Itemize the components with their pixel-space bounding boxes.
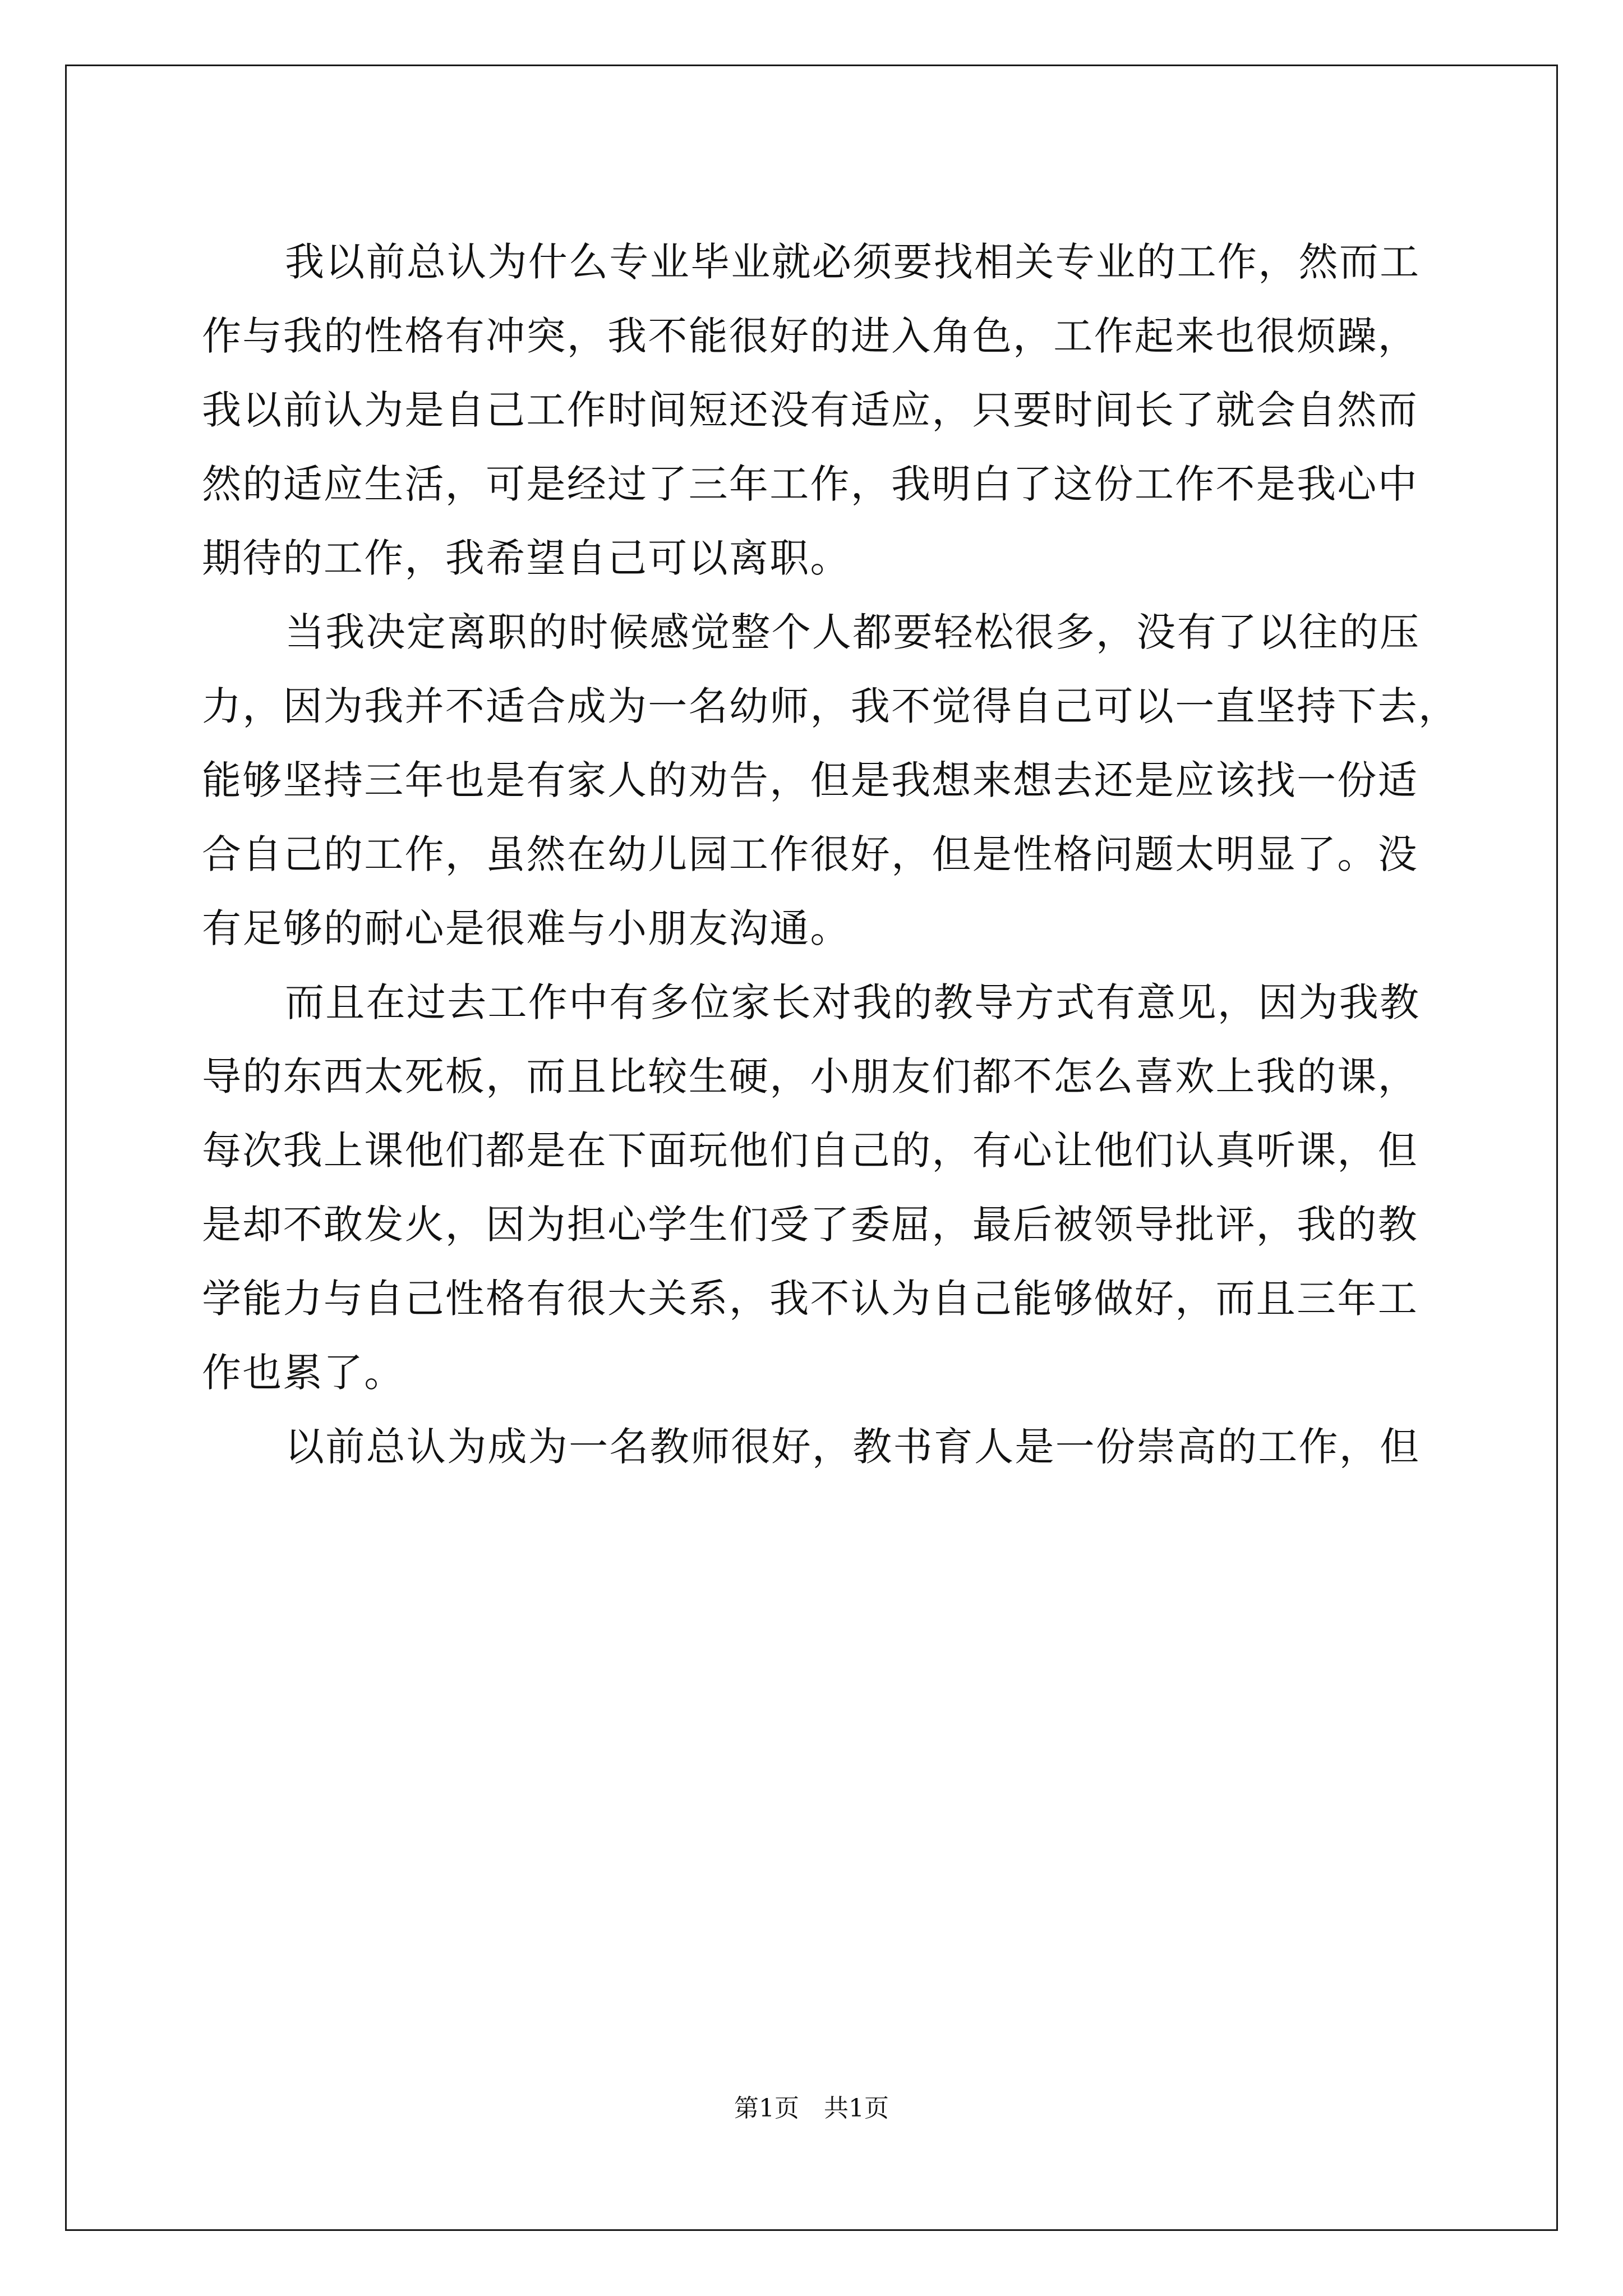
text-line: 能够坚持三年也是有家人的劝告，但是我想来想去还是应该找一份适 [202,757,1418,803]
text-line: 作与我的性格有冲突，我不能很好的进入角色，工作起来也很烦躁， [202,313,1418,359]
text-line: 学能力与自己性格有很大关系，我不认为自己能够做好，而且三年工 [202,1276,1418,1322]
text-line: 我以前总认为什么专业毕业就必须要找相关专业的工作，然而工 [285,239,1421,285]
page-number-footer: 第1页 共1页 [734,2094,889,2123]
text-line: 力，因为我并不适合成为一名幼师，我不觉得自己可以一直坚持下去， [202,683,1459,729]
text-line: 而且在过去工作中有多位家长对我的教导方式有意见，因为我教 [285,979,1421,1025]
text-line: 期待的工作，我希望自己可以离职。 [202,535,851,581]
text-line: 导的东西太死板，而且比较生硬，小朋友们都不怎么喜欢上我的课， [202,1053,1418,1099]
text-line: 合自己的工作，虽然在幼儿园工作很好，但是性格问题太明显了。没 [202,831,1418,877]
text-line: 有足够的耐心是很难与小朋友沟通。 [202,905,851,951]
text-line: 是却不敢发火，因为担心学生们受了委屈，最后被领导批评，我的教 [202,1202,1418,1248]
text-line: 每次我上课他们都是在下面玩他们自己的，有心让他们认真听课，但 [202,1128,1418,1174]
text-line: 我以前认为是自己工作时间短还没有适应，只要时间长了就会自然而 [202,387,1418,433]
text-line: 以前总认为成为一名教师很好，教书育人是一份崇高的工作，但 [285,1424,1421,1470]
text-line: 作也累了。 [202,1350,405,1396]
text-line: 当我决定离职的时候感觉整个人都要轻松很多，没有了以往的压 [285,609,1421,655]
text-line: 然的适应生活，可是经过了三年工作，我明白了这份工作不是我心中 [202,461,1418,507]
